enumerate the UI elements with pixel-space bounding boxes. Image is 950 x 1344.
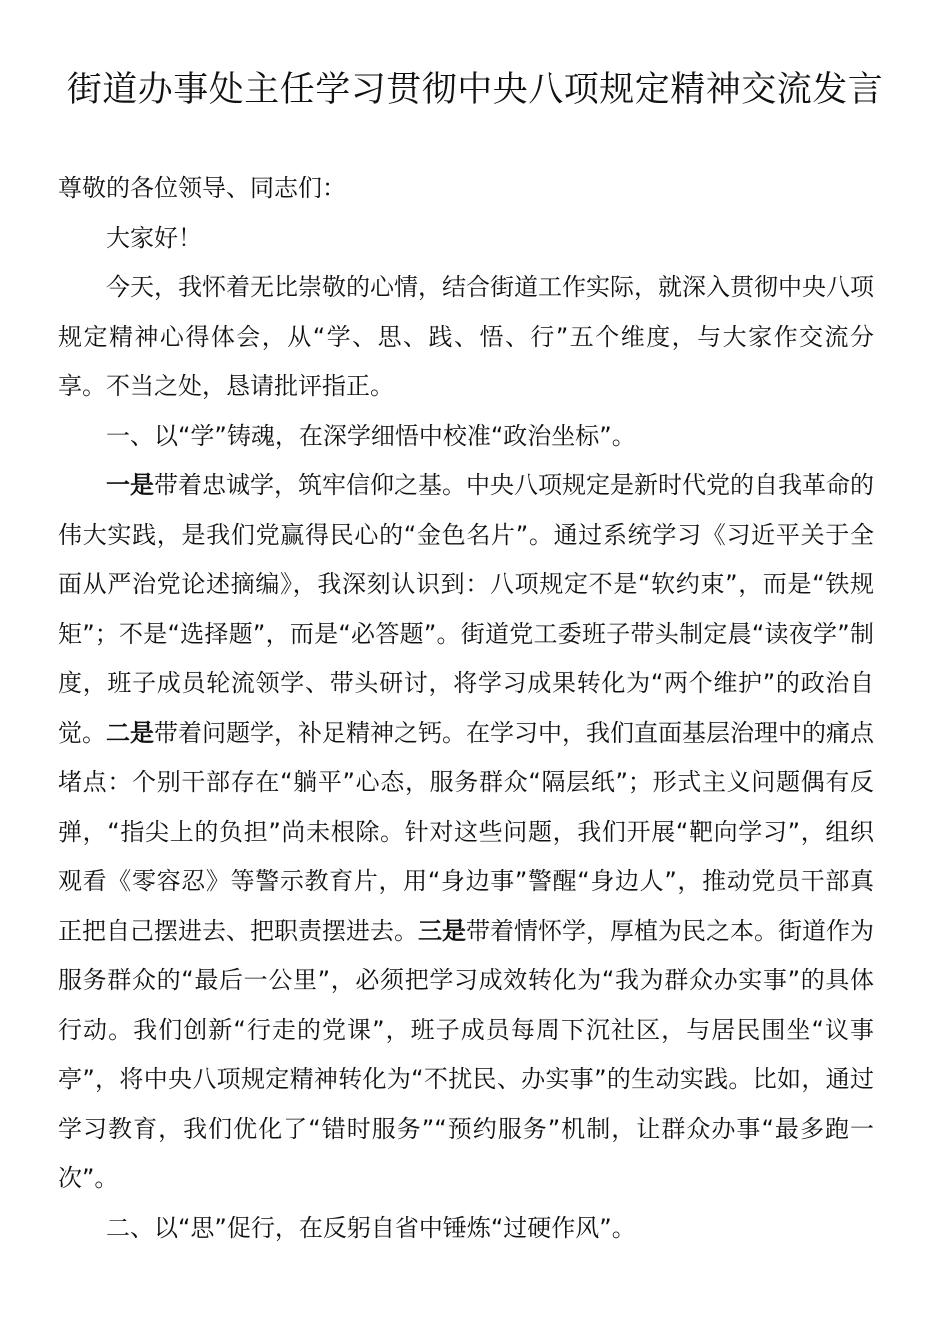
point-2-label: 二是 <box>106 718 154 747</box>
section-heading-1: 一、以“学”铸魂，在深学细悟中校准“政治坐标”。 <box>106 421 636 450</box>
section-heading-2: 二、以“思”促行，在反躬自省中锤炼“过硬作风”。 <box>106 1213 636 1242</box>
intro-paragraph: 今天，我怀着无比崇敬的心情，结合街道工作实际，就深入贯彻中央八项规定精神心得体会，从“学、思、践、悟、行”五个维度，与大家作交流分享。不当之处，恳请批评指正。 <box>58 273 874 400</box>
greeting: 大家好！ <box>106 223 202 252</box>
point-1-text: 带着忠诚学，筑牢信仰之基。中央八项规定是新时代党的自我革命的伟大实践，是我们党赢得民心的“金色名片”。通过系统学习《习近平关于全面从严治党论述摘编》，我深刻认识到：八项规定不是“软约束”，而是“铁规矩”；不是“选择题”，而是“必答题”。街道党工委班子带头制定晨“读夜学”制度，班子成员轮流领学、带头研讨，将学习成果转化为“两个维护”的政治自觉。 <box>58 471 874 747</box>
document-title: 街道办事处主任学习贯彻中央八项规定精神交流发言 <box>66 70 884 110</box>
point-3-label: 三是 <box>418 916 466 945</box>
point-1-label: 一是 <box>106 471 154 499</box>
point-3-text: 带着情怀学，厚植为民之本。街道作为服务群众的“最后一公里”，必须把学习成效转化为“我为群众办实事”的具体行动。我们创新“行走的党课”，班子成员每周下沉社区，与居民围坐“议事亭”，将中央八项规定精神转化为“不扰民、办实事”的生动实践。比如，通过学习教育，我们优化了“错时服务”“预约服务”机制，让群众办事“最多跑一次”。 <box>58 916 874 1192</box>
salutation: 尊敬的各位领导、同志们： <box>58 174 346 202</box>
document-body <box>58 164 874 1253</box>
point-2-text: 带着问题学，补足精神之钙。在学习中，我们直面基层治理中的痛点堵点：个别干部存在“躺平”心态，服务群众“隔层纸”；形式主义问题偶有反弹，“指尖上的负担”尚未根除。针对这些问题，我们开展“靶向学习”，组织观看《零容忍》等警示教育片，用“身边事”警醒“身边人”，推动党员干部真正把自己摆进去、把职责摆进去。 <box>58 718 874 945</box>
section-1-paragraph <box>58 461 874 1204</box>
